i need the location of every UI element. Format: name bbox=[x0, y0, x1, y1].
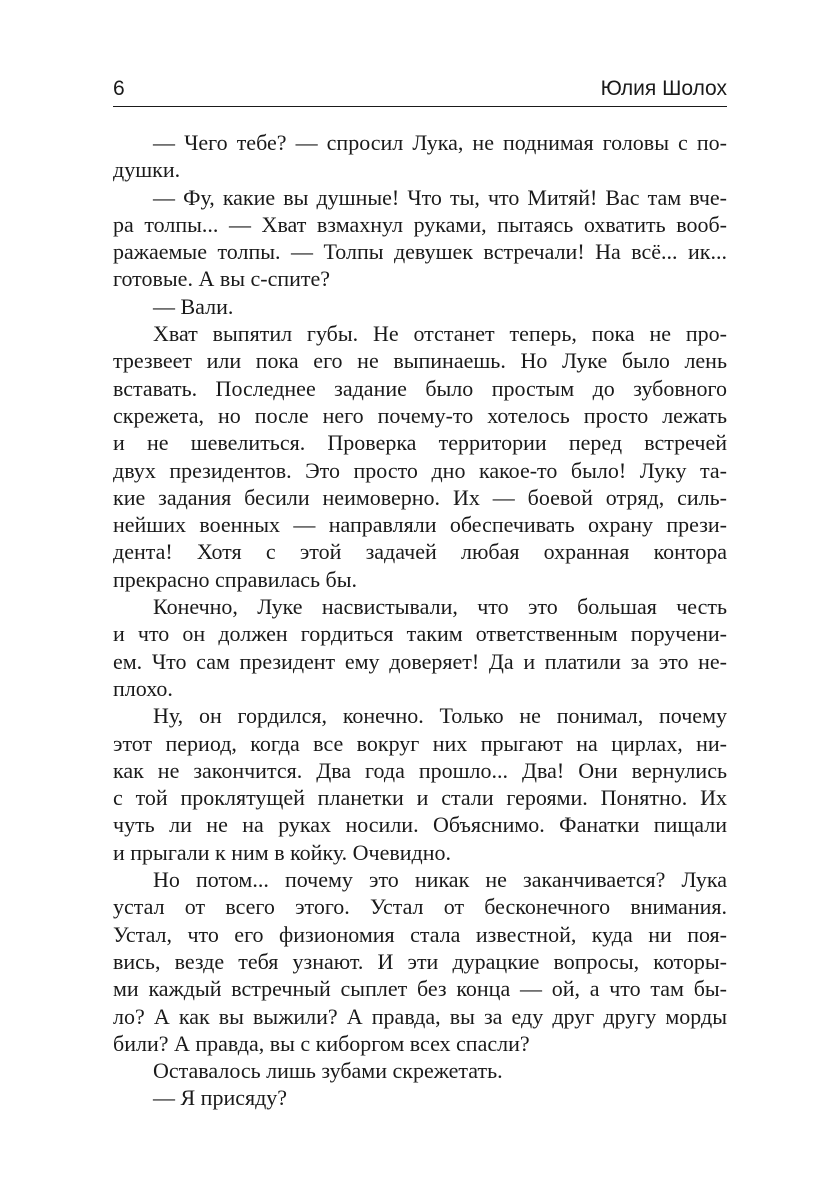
running-head bbox=[113, 74, 727, 104]
text-line: Устал, что его физиономия стала известной, куда ни поя- bbox=[113, 921, 727, 947]
text-line: и прыгали к ним в койку. Очевидно. bbox=[113, 839, 451, 865]
text-line: трезвеет или пока его не выпинаешь. Но Луке было лень bbox=[113, 348, 727, 374]
text-line: Хват выпятил губы. Не отстанет теперь, пока не про- bbox=[153, 321, 727, 347]
text-line: душки. bbox=[113, 157, 181, 183]
text-line: с той проклятущей планетки и стали героями. Понятно. Их bbox=[113, 785, 727, 811]
body-text bbox=[113, 129, 727, 1112]
text-line: и что он должен гордиться таким ответственным поручени- bbox=[113, 621, 727, 647]
text-line: ра толпы... — Хват взмахнул руками, пытаясь охватить вооб- bbox=[113, 211, 727, 237]
text-line: Конечно, Луке насвистывали, что это большая честь bbox=[153, 594, 727, 620]
text-line: били? А правда, вы с киборгом всех спасли? bbox=[113, 1030, 530, 1056]
page-number: 6 bbox=[113, 77, 125, 100]
text-line: вись, везде тебя узнают. И эти дурацкие вопросы, которы- bbox=[113, 948, 727, 974]
text-line: ло? А как вы выжили? А правда, вы за еду друг другу морды bbox=[113, 1003, 727, 1029]
text-line: — Я присяду? bbox=[153, 1085, 288, 1111]
text-line: плохо. bbox=[113, 675, 173, 701]
text-line: чуть ли не на руках носили. Объяснимо. Фанатки пищали bbox=[113, 812, 727, 838]
header-author: Юлия Шолох bbox=[600, 77, 727, 100]
text-line: готовые. А вы с-спите? bbox=[113, 266, 331, 292]
text-line: Оставалось лишь зубами скрежетать. bbox=[153, 1058, 503, 1084]
text-line: скрежета, но после него почему-то хотелось просто лежать bbox=[113, 402, 727, 428]
text-line: — Фу, какие вы душные! Что ты, что Митяй! Вас там вче- bbox=[153, 184, 727, 210]
text-line: ем. Что сам президент ему доверяет! Да и платили за это не- bbox=[113, 648, 727, 674]
text-line: вставать. Последнее задание было простым до зубовного bbox=[113, 375, 727, 401]
text-line: и не шевелиться. Проверка территории перед встречей bbox=[113, 430, 727, 456]
text-line: ражаемые толпы. — Толпы девушек встречали! На всё... ик... bbox=[113, 239, 727, 265]
header-rule bbox=[113, 106, 727, 107]
text-line: двух президентов. Это просто дно какое-то было! Луку та- bbox=[113, 457, 727, 483]
text-line: этот период, когда все вокруг них прыгают на цирлах, ни- bbox=[113, 730, 727, 756]
text-line: дента! Хотя с этой задачей любая охранная контора bbox=[113, 539, 727, 565]
text-line: — Чего тебе? — спросил Лука, не поднимая головы с по- bbox=[153, 130, 727, 155]
text-line: устал от всего этого. Устал от бесконечного внимания. bbox=[113, 894, 727, 920]
text-line: кие задания бесили неимоверно. Их — боевой отряд, силь- bbox=[113, 484, 727, 510]
text-line: Но потом... почему это никак не заканчивается? Лука bbox=[153, 867, 727, 893]
text-line: ми каждый встречный сыплет без конца — ой, а что там бы- bbox=[113, 976, 727, 1002]
text-line: — Вали. bbox=[153, 293, 234, 319]
text-line: прекрасно справилась бы. bbox=[113, 566, 358, 592]
text-line: нейших военных — направляли обеспечивать охрану прези- bbox=[113, 512, 727, 538]
text-line: как не закончится. Два года прошло... Два! Они вернулись bbox=[113, 757, 727, 783]
text-line: Ну, он гордился, конечно. Только не понимал, почему bbox=[153, 703, 727, 729]
